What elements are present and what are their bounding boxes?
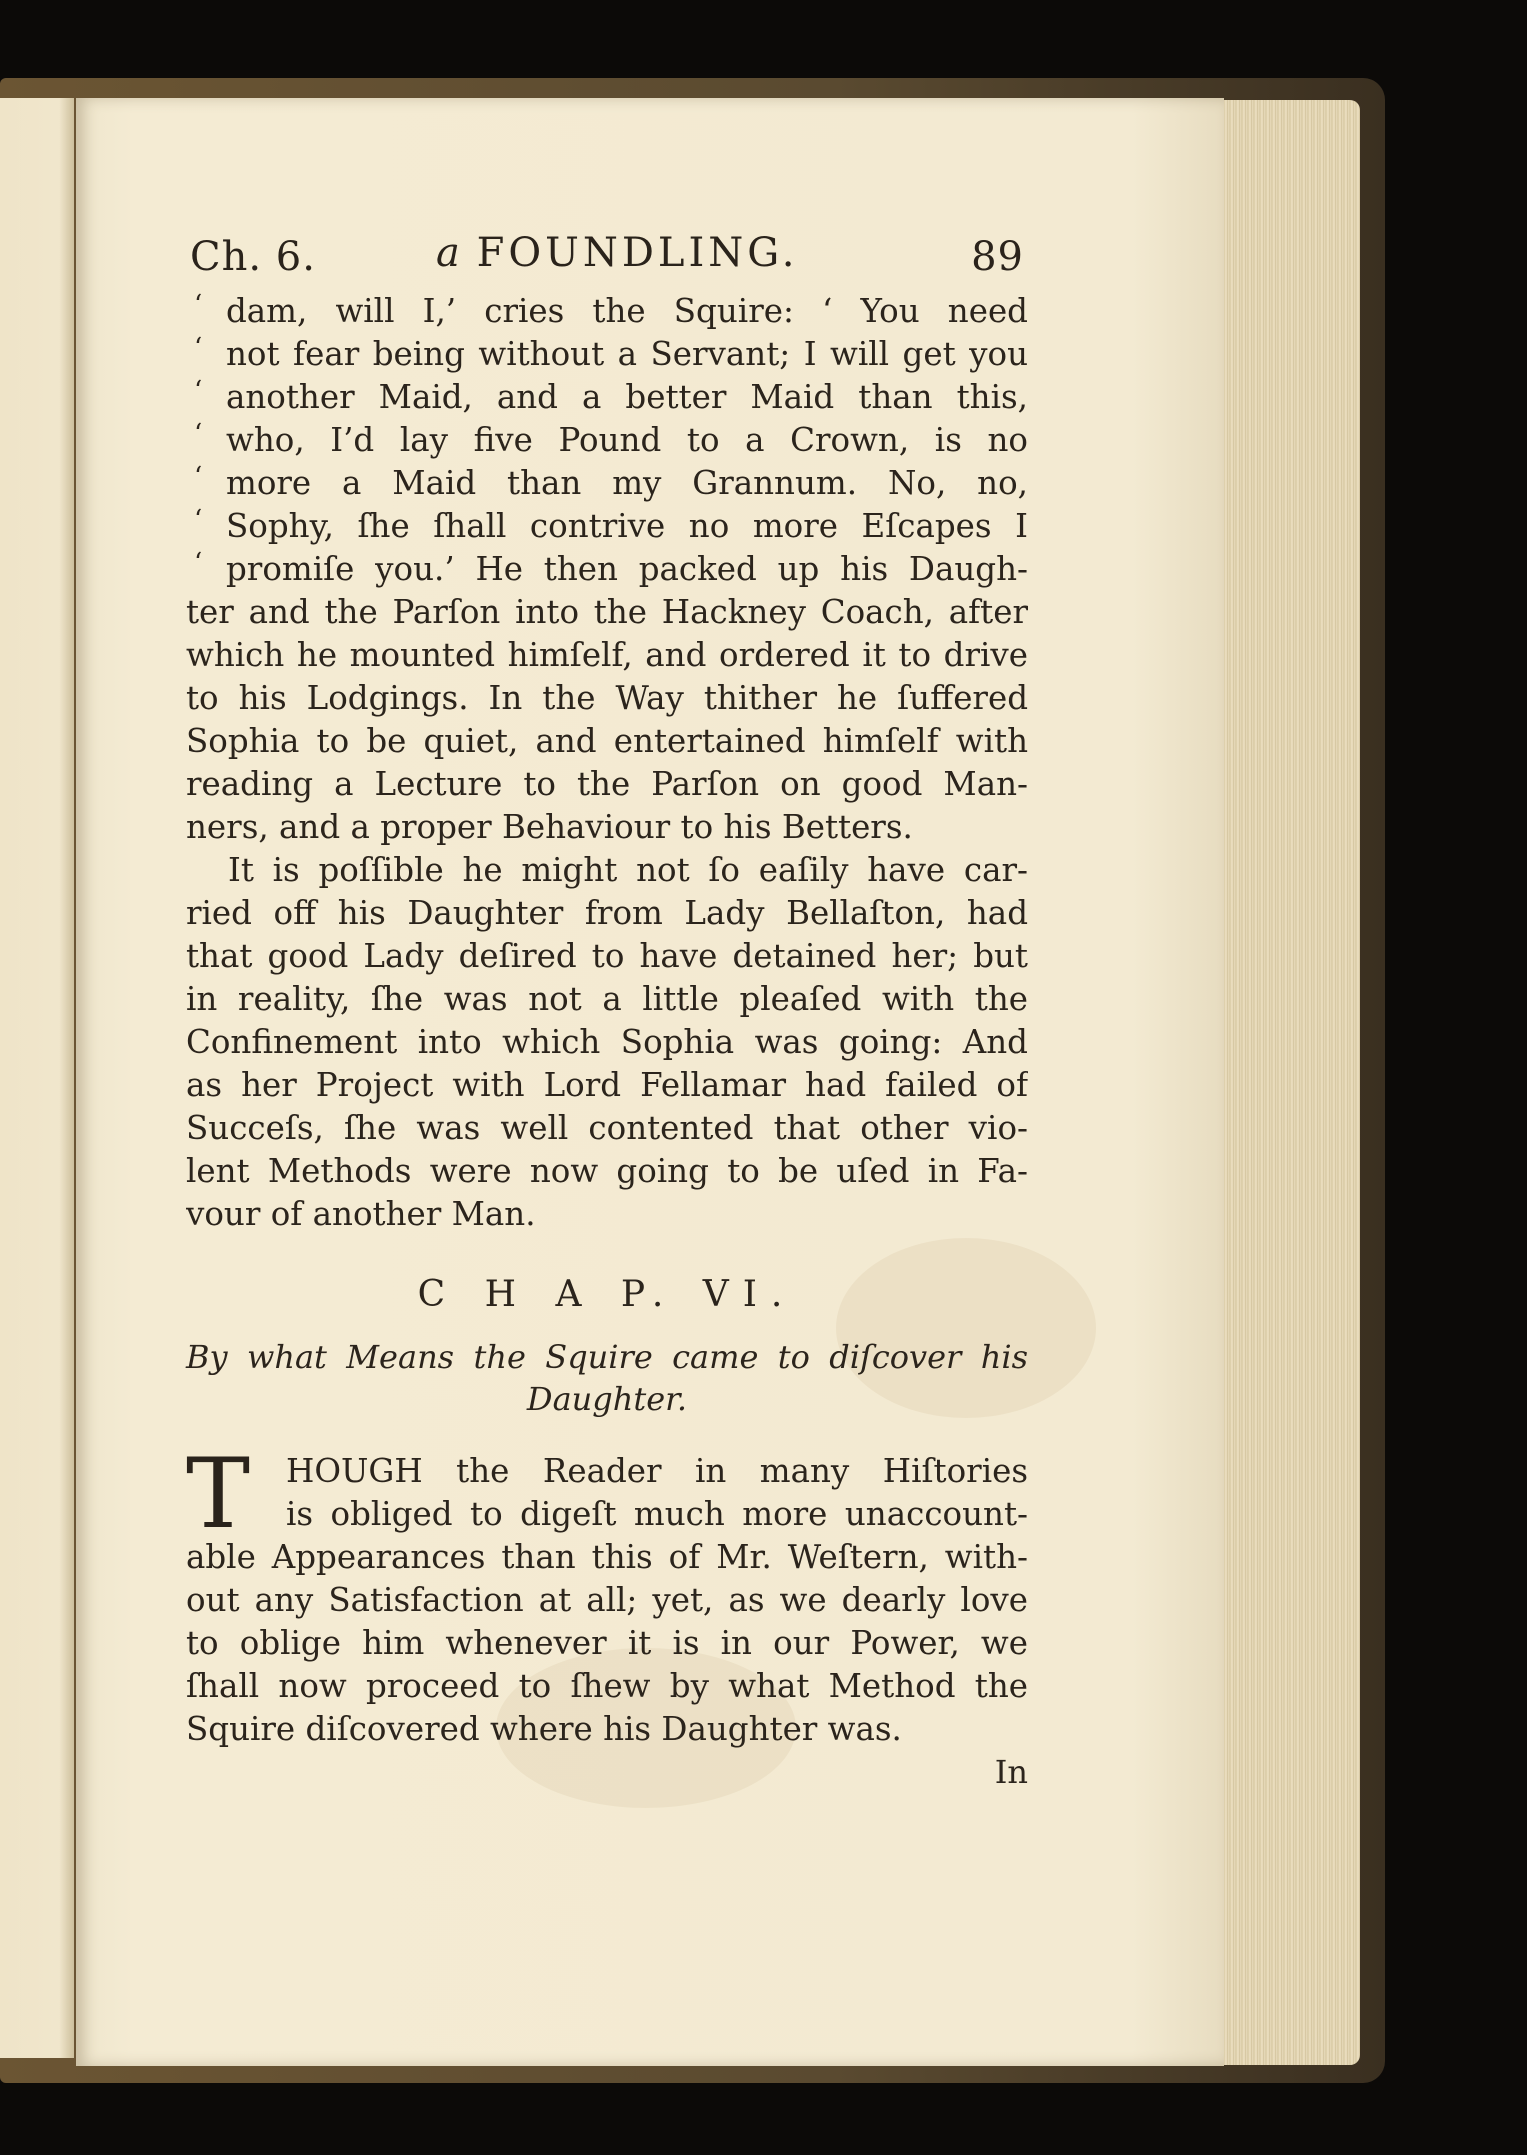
text-line: vour of another Man. [186, 1195, 536, 1233]
left-page-edge [0, 98, 74, 2058]
text-line: ‘ who, I’d lay five Pound to a Crown, is no [186, 419, 1028, 462]
text-line: ‘ promiſe you.’ He then packed up his Daugh- [186, 548, 1028, 591]
text-line: out any Satisfaction at all; yet, as we dearly love [186, 1581, 1028, 1619]
text-line: which he mounted himſelf, and ordered it to drive [186, 636, 1028, 674]
text-line: reading a Lecture to the Parſon on good Man- [186, 765, 1028, 803]
subtitle-line: By what Means the Squire came to diſcover his [186, 1338, 1028, 1376]
running-title: a FOUNDLING. [436, 230, 799, 276]
page-edges [1222, 100, 1360, 2065]
text-line: able Appearances than this of Mr. Weſtern, with- [186, 1538, 1028, 1576]
text-line: as her Project with Lord Fellamar had failed of [186, 1066, 1028, 1104]
text-line: ners, and a proper Behaviour to his Betters. [186, 808, 913, 846]
text-line: Sophia to be quiet, and entertained himſelf with [186, 722, 1028, 760]
subtitle-line: Daughter. [526, 1380, 688, 1418]
text-line: HOUGH the Reader in many Hiſtories [286, 1452, 1028, 1490]
paragraph-1 [186, 290, 1028, 849]
page-text [186, 230, 1028, 1793]
text-line: Confinement into which Sophia was going: And [186, 1023, 1028, 1061]
text-line: ‘ Sophy, ſhe ſhall contrive no more Eſcapes I [186, 505, 1028, 548]
text-line: Squire diſcovered where his Daughter was. [186, 1710, 902, 1748]
text-line: in reality, ſhe was not a little pleaſed with the [186, 980, 1028, 1018]
text-line: ‘ not fear being without a Servant; I will get you [186, 333, 1028, 376]
running-header [186, 230, 1028, 290]
drop-cap: T [186, 1438, 251, 1550]
text-line: It is poſſible he might not ſo eaſily have car- [228, 851, 1028, 889]
text-line: ‘ more a Maid than my Grannum. No, no, [186, 462, 1028, 505]
text-line: ſhall now proceed to ſhew by what Method the [186, 1667, 1028, 1705]
text-line: lent Methods were now going to be uſed in Fa- [186, 1152, 1028, 1190]
page-number: 89 [971, 234, 1024, 280]
catchword: In [994, 1753, 1028, 1791]
text-line: ‘ dam, will I,’ cries the Squire: ‘ You need [186, 290, 1028, 333]
text-line: ter and the Parſon into the Hackney Coach, after [186, 593, 1028, 631]
chapter-heading: C H A P. VI. [417, 1274, 797, 1315]
text-line: Succeſs, ſhe was well contented that other vio- [186, 1109, 1028, 1147]
text-line: that good Lady deſired to have detained her; but [186, 937, 1028, 975]
chapter-ref: Ch. 6. [190, 234, 316, 280]
chapter-subtitle [186, 1336, 1028, 1420]
text-line: to his Lodgings. In the Way thither he ſuffered [186, 679, 1028, 717]
paragraph-2 [186, 849, 1028, 1236]
paragraph-3 [186, 1438, 1028, 1751]
text-line: ried off his Daughter from Lady Bellaſton, had [186, 894, 1028, 932]
text-line: is obliged to digeſt much more unaccount- [286, 1495, 1028, 1533]
text-line: to oblige him whenever it is in our Power, we [186, 1624, 1028, 1662]
text-line: ‘ another Maid, and a better Maid than this, [186, 376, 1028, 419]
